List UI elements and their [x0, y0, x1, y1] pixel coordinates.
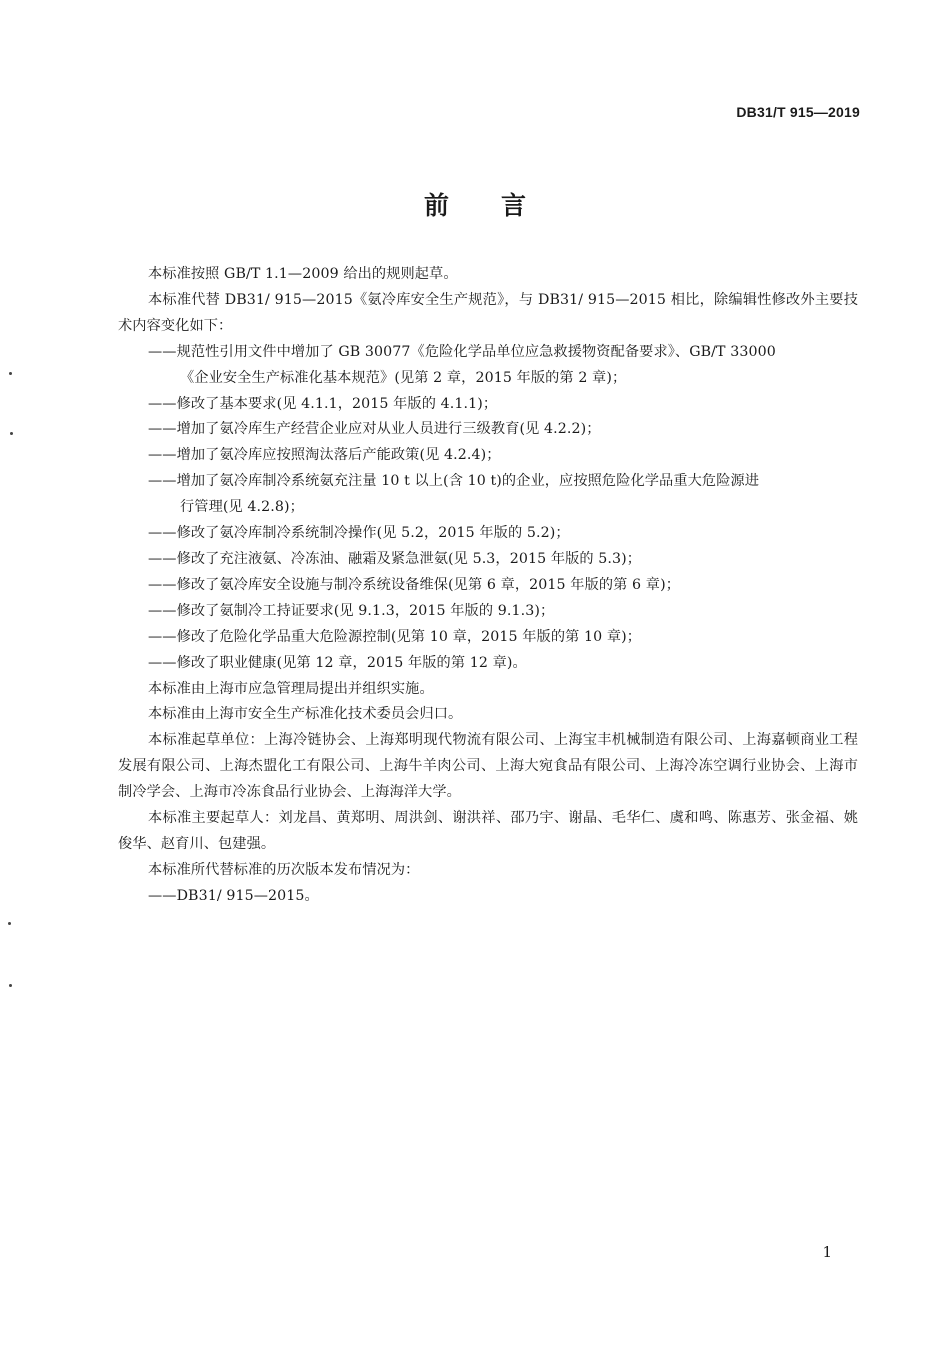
paragraph-replacement: 本标准代替 DB31/ 915—2015《氨冷库安全生产规范》，与 DB31/ 915—2015 相比，除编辑性修改外主要技术内容变化如下： — [118, 291, 858, 334]
change-item-continuation: 行管理(见 4.2.8)； — [180, 499, 304, 516]
paragraph-drafting-rules: 本标准按照 GB/T 1.1—2009 给出的规则起草。 — [148, 266, 458, 282]
change-item-text: ——修改了职业健康(见第 12 章，2015 年版的第 12 章)。 — [148, 654, 527, 671]
change-item-10 — [118, 625, 858, 651]
paragraph-history-intro: 本标准所代替标准的历次版本发布情况为： — [148, 861, 420, 878]
change-item-text: ——增加了氨冷库应按照淘汰落后产能政策(见 4.2.4)； — [148, 447, 501, 464]
page-title — [0, 186, 950, 222]
change-item-text: ——规范性引用文件中增加了 GB 30077《危险化学品单位应急救援物资配备要求》、GB/T 33000 — [148, 343, 776, 360]
change-item-2 — [118, 392, 858, 418]
change-item-7 — [118, 547, 858, 573]
paragraph-committee: 本标准由上海市安全生产标准化技术委员会归口。 — [148, 706, 463, 723]
title-char-2: 言 — [501, 191, 527, 220]
change-item-text: ——增加了氨冷库生产经营企业应对从业人员进行三级教育(见 4.2.2)； — [148, 421, 601, 438]
change-item-text: ——修改了氨制冷工持证要求(见 9.1.3，2015 年版的 9.1.3)； — [148, 602, 555, 619]
standard-code: DB31/T 915—2019 — [736, 104, 860, 120]
change-item-text: ——修改了氨冷库安全设施与制冷系统设备维保(见第 6 章，2015 年版的第 6 章)； — [148, 576, 680, 593]
paragraph-drafters: 本标准主要起草人：刘龙昌、黄郑明、周洪剑、谢洪祥、邵乃宇、谢晶、毛华仁、虞和鸣、陈惠芳、张金福、姚俊华、赵育川、包建强。 — [118, 810, 858, 852]
paragraph-drafting-units: 本标准起草单位：上海冷链协会、上海郑明现代物流有限公司、上海宝丰机械制造有限公司、上海嘉顿商业工程发展有限公司、上海杰盟化工有限公司、上海牛羊肉公司、上海大宛食品有限公司、上海冷冻空调行业协会、上海市制冷学会、上海市冷冻食品行业协会、上海海洋大学。 — [118, 732, 858, 801]
history-item-text: ——DB31/ 915—2015。 — [148, 887, 319, 904]
change-item-continuation: 《企业安全生产标准化基本规范》(见第 2 章，2015 年版的第 2 章)； — [180, 369, 627, 386]
change-item-5 — [118, 469, 858, 521]
page-number: 1 — [822, 1243, 832, 1261]
change-item-8 — [118, 573, 858, 599]
scan-speck — [10, 432, 13, 435]
change-item-text: ——增加了氨冷库制冷系统氨充注量 10 t 以上(含 10 t)的企业，应按照危险化学品重大危险源进 — [148, 473, 760, 490]
scan-speck — [8, 922, 11, 925]
change-item-text: ——修改了危险化学品重大危险源控制(见第 10 章，2015 年版的第 10 章)； — [148, 628, 642, 645]
change-item-9 — [118, 599, 858, 625]
change-item-3 — [118, 417, 858, 443]
change-item-6 — [118, 521, 858, 547]
preface-body — [118, 262, 858, 910]
change-item-1 — [118, 340, 858, 392]
change-item-text: ——修改了基本要求(见 4.1.1，2015 年版的 4.1.1)； — [148, 395, 498, 412]
title-char-1: 前 — [423, 191, 449, 220]
history-item — [118, 884, 858, 910]
change-item-text: ——修改了充注液氨、冷冻油、融霜及紧急泄氨(见 5.3，2015 年版的 5.3)； — [148, 550, 642, 567]
scan-speck — [9, 372, 12, 375]
scan-speck — [9, 984, 12, 987]
paragraph-proposer: 本标准由上海市应急管理局提出并组织实施。 — [148, 680, 434, 697]
change-item-11 — [118, 651, 858, 677]
change-item-text: ——修改了氨冷库制冷系统制冷操作(见 5.2，2015 年版的 5.2)； — [148, 525, 570, 542]
change-item-4 — [118, 443, 858, 469]
